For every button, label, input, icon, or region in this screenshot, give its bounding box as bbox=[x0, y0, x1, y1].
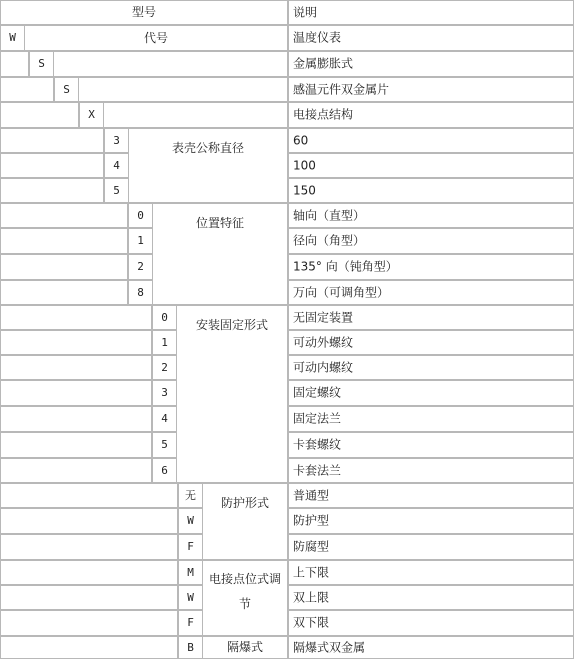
code-cell bbox=[104, 178, 129, 203]
code-cell bbox=[178, 560, 203, 585]
code-cell bbox=[178, 483, 203, 508]
label-code-text: 代号 bbox=[143, 30, 168, 45]
code-cell bbox=[128, 254, 153, 280]
group-explosion-text: 隔爆式 bbox=[226, 640, 263, 654]
code-cell bbox=[128, 280, 153, 305]
description-cell bbox=[288, 153, 574, 178]
indent-cell bbox=[0, 128, 104, 153]
group-contact bbox=[202, 560, 288, 636]
description-cell bbox=[288, 102, 574, 128]
header-model-text: 型号 bbox=[131, 5, 156, 19]
span-cell bbox=[53, 51, 288, 77]
label-code bbox=[24, 25, 288, 51]
indent-cell bbox=[0, 610, 178, 636]
indent-cell bbox=[0, 254, 128, 280]
code-cell bbox=[178, 534, 203, 560]
code-cell-text: 5 bbox=[113, 183, 120, 197]
code-cell-text: M bbox=[187, 565, 194, 579]
indent-cell bbox=[0, 228, 128, 254]
description-cell-text: 电接点结构 bbox=[293, 107, 354, 122]
code-cell-text: 4 bbox=[113, 158, 120, 172]
indent-cell bbox=[0, 380, 152, 406]
description-cell-text: 隔爆式双金属 bbox=[293, 640, 366, 654]
code-cell-text: F bbox=[187, 540, 194, 554]
description-cell bbox=[288, 25, 574, 51]
description-cell bbox=[288, 330, 574, 355]
description-cell bbox=[288, 77, 574, 102]
description-cell-text: 温度仪表 bbox=[293, 30, 342, 45]
code-cell-text: B bbox=[187, 640, 194, 654]
description-cell-text: 万向（可调角型） bbox=[293, 285, 390, 299]
code-cell bbox=[152, 330, 177, 355]
description-cell-text: 卡套螺纹 bbox=[293, 437, 342, 452]
span-cell bbox=[78, 77, 288, 102]
description-cell bbox=[288, 280, 574, 305]
description-cell-text: 固定螺纹 bbox=[293, 385, 342, 400]
indent-cell bbox=[0, 432, 152, 458]
indent-cell bbox=[0, 77, 54, 102]
description-cell-text: 150 bbox=[293, 183, 316, 197]
code-cell bbox=[178, 508, 203, 534]
code-cell-text: 4 bbox=[161, 412, 168, 426]
code-cell-text: 1 bbox=[137, 234, 144, 248]
description-cell-text: 60 bbox=[293, 133, 309, 147]
group-position bbox=[152, 203, 288, 305]
description-cell bbox=[288, 585, 574, 610]
code-cell-text: X bbox=[88, 108, 95, 122]
description-cell bbox=[288, 432, 574, 458]
indent-cell bbox=[0, 178, 104, 203]
code-cell bbox=[152, 458, 177, 483]
code-cell-text: 2 bbox=[137, 260, 144, 274]
description-cell-text: 普通型 bbox=[293, 488, 330, 502]
header-model bbox=[0, 0, 288, 25]
description-cell-text: 防护型 bbox=[293, 513, 330, 528]
description-cell bbox=[288, 305, 574, 330]
code-cell bbox=[0, 25, 25, 51]
code-cell-text: 5 bbox=[161, 438, 168, 452]
code-cell-text: 无 bbox=[185, 488, 196, 502]
description-cell-text: 上下限 bbox=[293, 565, 330, 579]
group-diameter bbox=[128, 128, 288, 203]
header-explanation-text: 说明 bbox=[293, 5, 318, 19]
description-cell bbox=[288, 508, 574, 534]
group-diameter-text: 表壳公称直径 bbox=[171, 141, 244, 155]
code-cell-text: 2 bbox=[161, 360, 168, 374]
group-protection-text: 防护形式 bbox=[220, 496, 269, 510]
description-cell bbox=[288, 380, 574, 406]
code-cell-text: 3 bbox=[161, 386, 168, 400]
description-cell bbox=[288, 483, 574, 508]
span-cell bbox=[103, 102, 288, 128]
indent-cell bbox=[0, 483, 178, 508]
description-cell-text: 卡套法兰 bbox=[293, 463, 342, 477]
description-cell bbox=[288, 128, 574, 153]
description-cell-text: 金属膨胀式 bbox=[293, 56, 354, 71]
indent-cell bbox=[0, 330, 152, 355]
code-cell-text: 0 bbox=[161, 310, 168, 324]
description-cell-text: 135° 向（钝角型） bbox=[293, 259, 398, 274]
group-position-text: 位置特征 bbox=[195, 216, 244, 230]
code-cell bbox=[152, 355, 177, 380]
code-cell bbox=[178, 610, 203, 636]
description-cell-text: 防腐型 bbox=[293, 539, 330, 554]
code-cell bbox=[104, 128, 129, 153]
indent-cell bbox=[0, 153, 104, 178]
indent-cell bbox=[0, 203, 128, 228]
code-cell-text: S bbox=[38, 57, 45, 71]
indent-cell bbox=[0, 560, 178, 585]
code-cell-text: W bbox=[9, 31, 16, 45]
description-cell bbox=[288, 51, 574, 77]
description-cell-text: 可动外螺纹 bbox=[293, 335, 354, 349]
code-cell bbox=[54, 77, 79, 102]
description-cell bbox=[288, 178, 574, 203]
header-explanation bbox=[288, 0, 574, 25]
description-cell-text: 100 bbox=[293, 158, 316, 172]
code-cell bbox=[152, 380, 177, 406]
group-mounting bbox=[176, 305, 288, 483]
description-cell bbox=[288, 254, 574, 280]
code-cell bbox=[128, 203, 153, 228]
code-cell bbox=[104, 153, 129, 178]
indent-cell bbox=[0, 636, 178, 659]
description-cell-text: 轴向（直型） bbox=[293, 208, 366, 222]
indent-cell bbox=[0, 51, 29, 77]
indent-cell bbox=[0, 305, 152, 330]
description-cell-text: 双下限 bbox=[293, 615, 330, 630]
description-cell-text: 双上限 bbox=[293, 590, 330, 604]
description-cell bbox=[288, 203, 574, 228]
description-cell-text: 无固定装置 bbox=[293, 310, 354, 324]
group-contact-text: 电接点位式调节 bbox=[209, 572, 282, 612]
code-cell-text: 1 bbox=[161, 335, 168, 349]
code-cell-text: 6 bbox=[161, 463, 168, 477]
code-cell-text: W bbox=[187, 590, 194, 604]
description-cell-text: 径向（角型） bbox=[293, 233, 366, 248]
description-cell-text: 感温元件双金属片 bbox=[293, 82, 390, 96]
code-cell bbox=[152, 406, 177, 432]
code-cell bbox=[79, 102, 104, 128]
group-explosion bbox=[202, 636, 288, 659]
description-cell bbox=[288, 355, 574, 380]
code-cell bbox=[152, 305, 177, 330]
description-cell bbox=[288, 228, 574, 254]
code-cell-text: 0 bbox=[137, 208, 144, 222]
code-cell bbox=[128, 228, 153, 254]
indent-cell bbox=[0, 458, 152, 483]
code-cell-text: W bbox=[187, 514, 194, 528]
group-mounting-text: 安装固定形式 bbox=[195, 318, 268, 332]
indent-cell bbox=[0, 355, 152, 380]
indent-cell bbox=[0, 406, 152, 432]
code-cell-text: 8 bbox=[137, 285, 144, 299]
group-protection bbox=[202, 483, 288, 560]
code-cell-text: 3 bbox=[113, 133, 120, 147]
code-cell bbox=[178, 585, 203, 610]
indent-cell bbox=[0, 102, 79, 128]
code-cell-text: F bbox=[187, 616, 194, 630]
indent-cell bbox=[0, 280, 128, 305]
code-cell bbox=[29, 51, 54, 77]
description-cell bbox=[288, 610, 574, 636]
indent-cell bbox=[0, 534, 178, 560]
description-cell bbox=[288, 636, 574, 659]
description-cell bbox=[288, 560, 574, 585]
description-cell-text: 固定法兰 bbox=[293, 411, 342, 426]
description-cell bbox=[288, 406, 574, 432]
description-cell bbox=[288, 534, 574, 560]
code-cell bbox=[178, 636, 203, 659]
indent-cell bbox=[0, 508, 178, 534]
code-cell-text: S bbox=[63, 82, 70, 96]
description-cell bbox=[288, 458, 574, 483]
code-cell bbox=[152, 432, 177, 458]
description-cell-text: 可动内螺纹 bbox=[293, 360, 354, 374]
indent-cell bbox=[0, 585, 178, 610]
